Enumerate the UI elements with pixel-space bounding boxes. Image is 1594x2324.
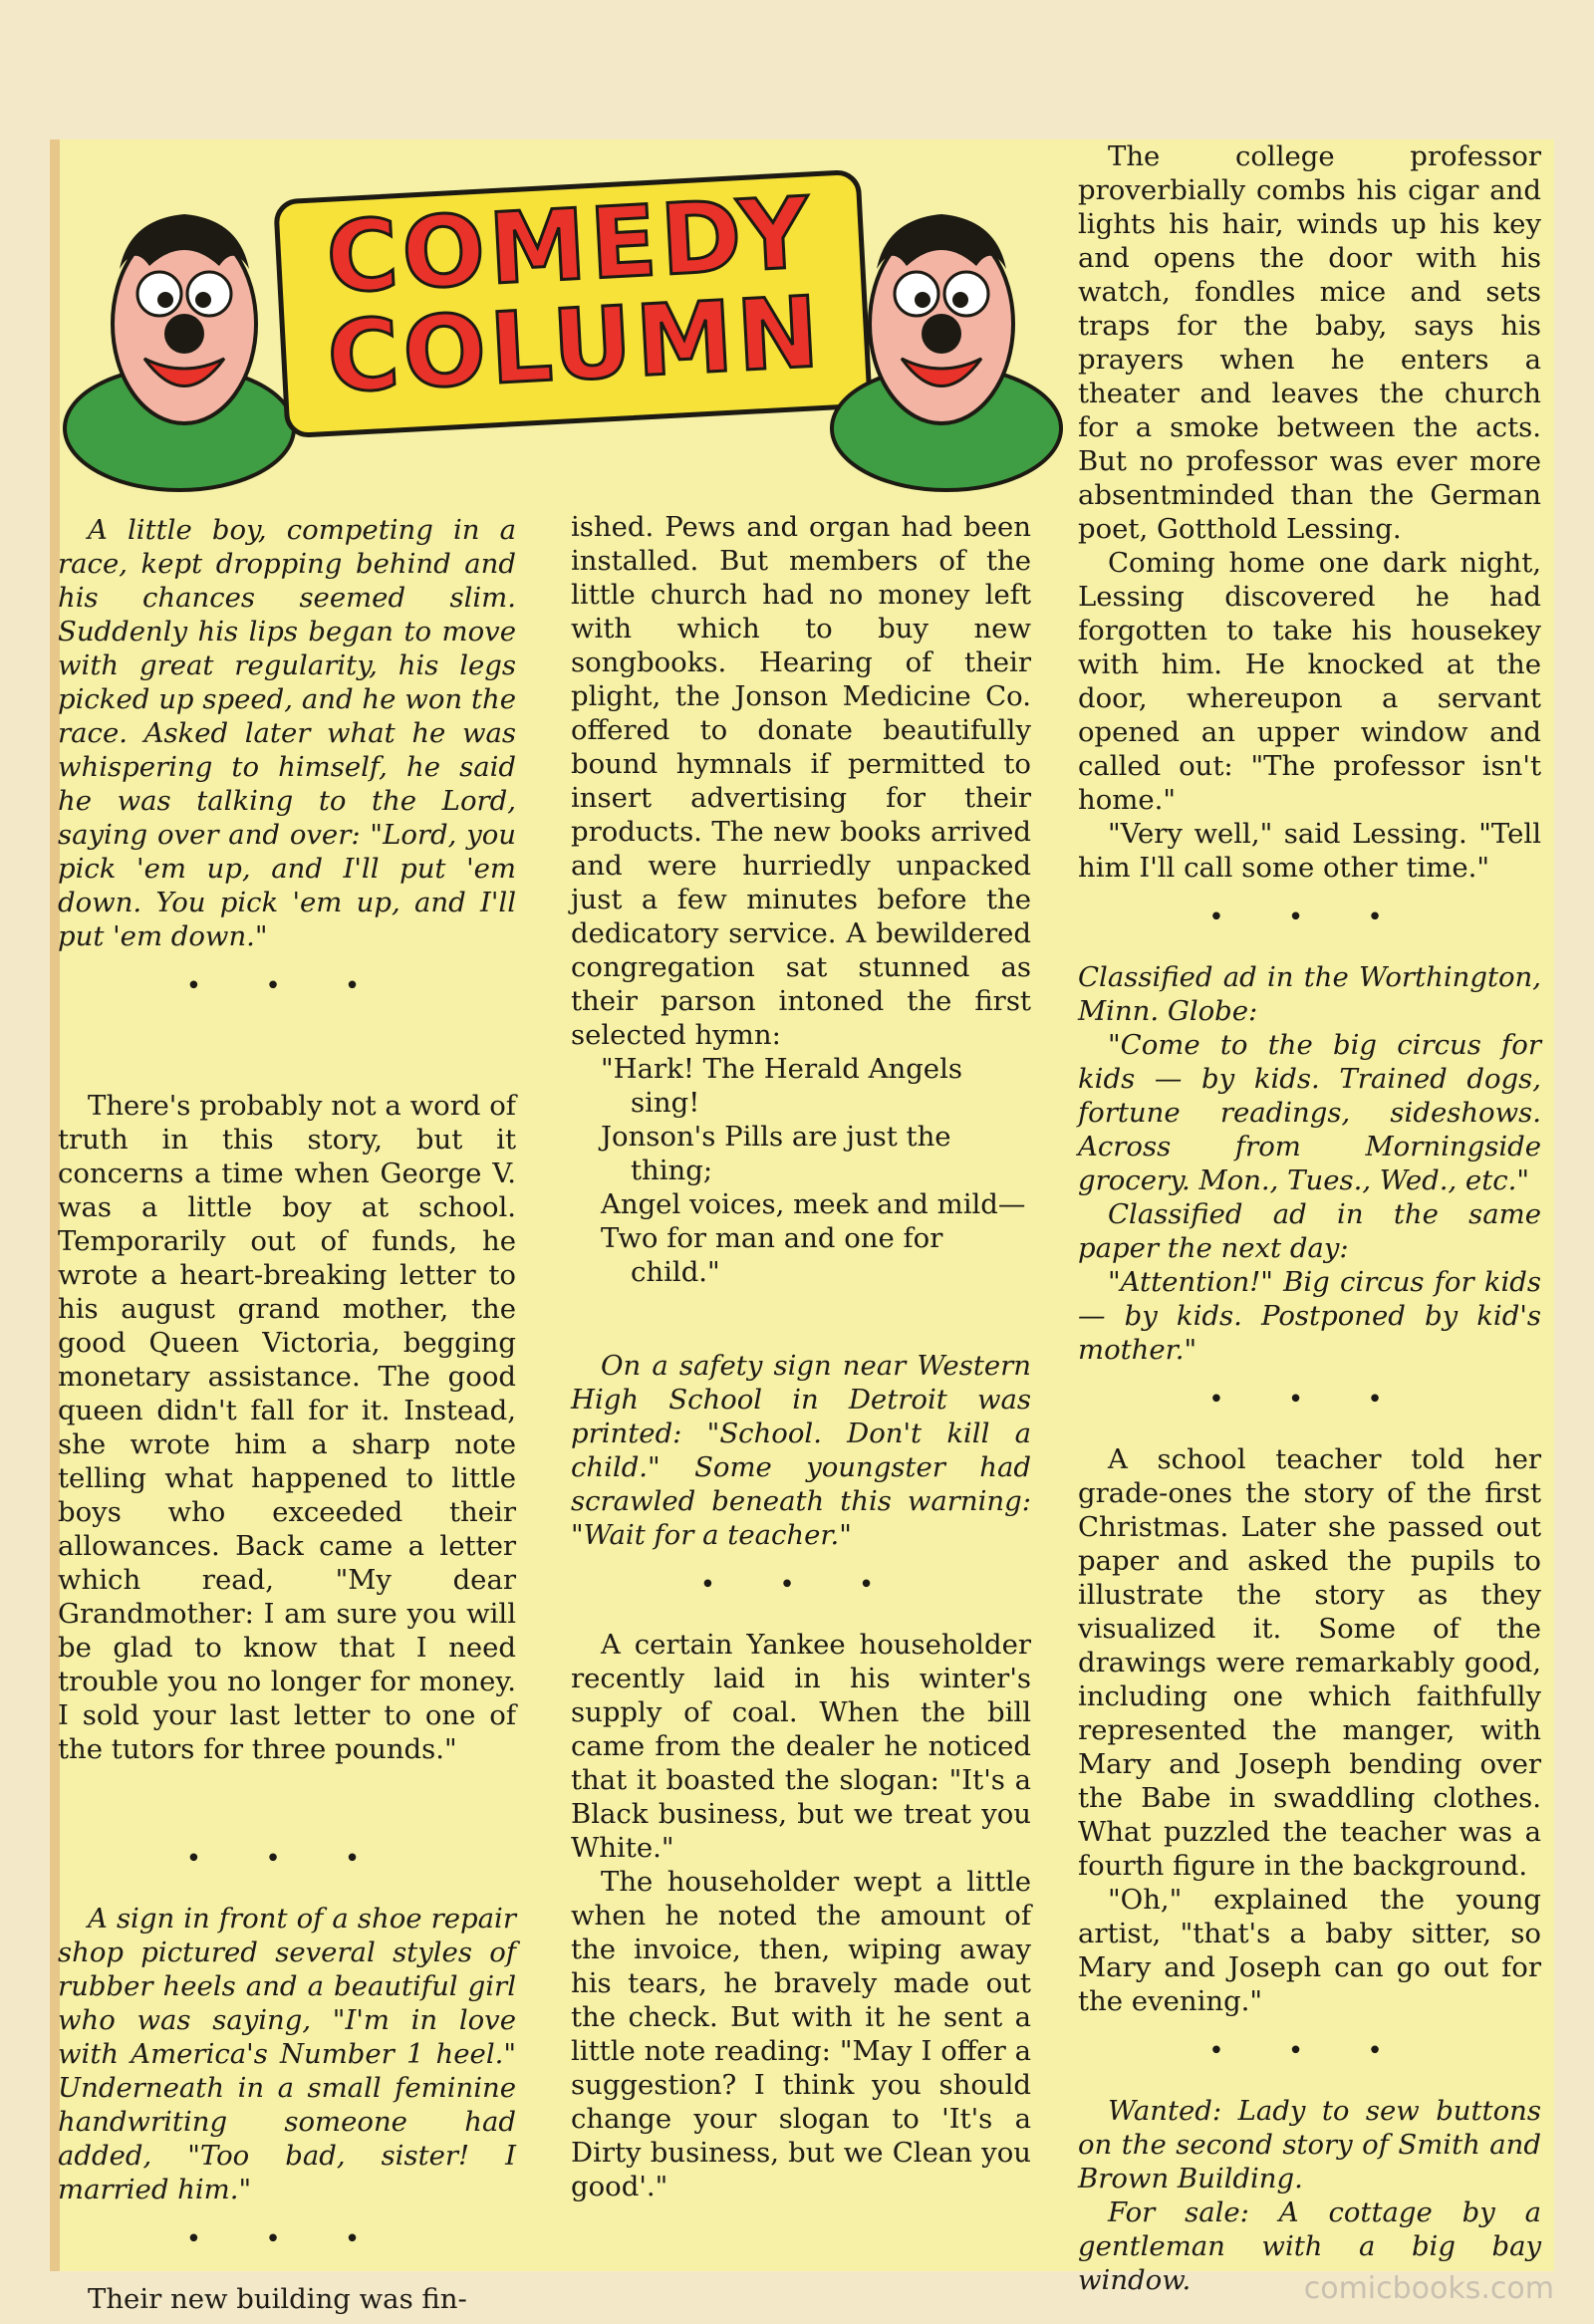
title-line-1: COMEDY — [323, 176, 817, 316]
clown-face-right-icon — [827, 174, 1066, 493]
separator-dots: • • • — [1208, 2036, 1411, 2066]
joke-school-teacher: A school teacher told her grade-ones the story of the first Christmas. Later she passed out paper and asked the pupils to illustrate the story as they visualized it. Some of the drawings were remarkably good, including one which faithfully represented the manger, with Mary and Joseph bending over the Babe in swaddling clothes. What puzzled the teacher was a fourth figure in the background. — [1078, 1443, 1541, 1882]
joke-church-cont: ished. Pews and organ had been installed. But members of the little church had no money left with which to buy new songbooks. Hearing of their plight, the Jonson Medicine Co. offered to donate beautifully bound hymnals if permitted to insert advertising for their products. The new books arrived and were hurriedly unpacked just a few minutes before the dedicatory service. A bewildered congregation sat stunned as their parson intoned the first selected hymn: — [571, 511, 1031, 1051]
hymn-line: "Hark! The Herald Angels sing! — [601, 1053, 962, 1119]
separator-dots: • • • — [185, 2224, 389, 2254]
joke-shoe-repair: A sign in front of a shoe repair shop pictured several styles of rubber heels and a beautiful girl who was saying, "I'm in love with America's Number 1 heel." Underneath in a small feminine handwriting someone had added, "Too bad, sister! I married him." — [58, 1903, 516, 2205]
joke-george-v: There's probably not a word of truth in this story, but it concerns a time when George V. was a little boy at school. Temporarily out of funds, he wrote a heart-breaking letter to his august grand mother, the good Queen Victoria, begging monetary assistance. The good queen didn't fall for it. Instead, she wrote him a sharp note telling what happened to little boys who exceeded their allowances. Back came a letter which read, "My dear Grandmother: I am sure you will be glad to know that I need trouble you no longer for money. I sold your last letter to one of the tutors for three pounds." — [58, 1090, 516, 1765]
classified-next-day: Classified ad in the same paper the next day: — [1078, 1198, 1541, 1264]
separator-dots: • • • — [1208, 903, 1411, 932]
title-line-2: COLUMN — [324, 276, 826, 415]
joke-yankee-note: The householder wept a little when he noted the amount of the invoice, then, wiping away his tears, he bravely made out the check. But with it he sent a little note reading: "May I offer a suggestion? I think you should change your slogan to 'It's a Dirty business, but we Clean you good'." — [571, 1866, 1031, 2202]
hymn-line: Two for man and one for child." — [601, 1222, 943, 1288]
joke-safety-sign: On a safety sign near Western High School in Detroit was printed: "School. Don't kill a child." Some youngster had scrawled beneath this warning: "Wait for a teacher." — [571, 1350, 1031, 1551]
joke-baby-sitter: "Oh," explained the young artist, "that's a baby sitter, so Mary and Joseph can go out for the evening." — [1078, 1884, 1541, 2017]
column-1 — [58, 513, 516, 2316]
joke-lessing: Coming home one dark night, Lessing discovered he had forgotten to take his housekey with him. He knocked at the door, whereupon a servant opened an upper window and called out: "The professor isn't home." — [1078, 547, 1541, 816]
clown-face-left-icon — [60, 174, 299, 493]
classified-intro: Classified ad in the Worthington, Minn. Globe: — [1078, 961, 1541, 1027]
separator-dots: • • • — [1208, 1385, 1411, 1415]
joke-race: A little boy, competing in a race, kept dropping behind and his chances seemed slim. Suddenly his lips began to move with great regularity, his legs picked up speed, and he won the race. Asked later what he was whispering to himself, he said he was talking to the Lord, saying over and over: "Lord, you pick 'em up, and I'll put 'em down. You pick 'em up, and I'll put 'em down." — [58, 514, 516, 952]
comedy-column-header — [60, 154, 1056, 513]
classified-circus: "Come to the big circus for kids — by kids. Trained dogs, fortune readings, sideshows. Across from Morningside grocery. Mon., Tues., Wed., etc." — [1078, 1029, 1541, 1196]
column-2 — [571, 510, 1031, 2203]
column-3 — [1078, 139, 1541, 2297]
classified-postponed: "Attention!" Big circus for kids — by kids. Postponed by kid's mother." — [1078, 1266, 1541, 1366]
ad-wanted: Wanted: Lady to sew buttons on the second story of Smith and Brown Building. — [1078, 2095, 1541, 2195]
hymn-line: Angel voices, meek and mild— — [601, 1188, 1026, 1220]
joke-yankee-coal: A certain Yankee householder recently laid in his winter's supply of coal. When the bill came from the dealer he noticed that it boasted the slogan: "It's a Black business, but we treat you White." — [571, 1629, 1031, 1864]
watermark: comicbooks.com — [1303, 2271, 1554, 2306]
separator-dots: • • • — [185, 971, 389, 1001]
hymn-lines — [571, 1052, 1031, 1289]
joke-professor: The college professor proverbially combs his cigar and lights his hair, winds up his key and opens the door with his watch, fondles mice and sets traps for the baby, says his prayers when he enters a theater and leaves the church for a smoke between the acts. But no professor was ever more absentminded than the German poet, Gotthold Lessing. — [1078, 140, 1541, 545]
title-banner — [273, 169, 873, 439]
hymn-line: Jonson's Pills are just the thing; — [601, 1121, 951, 1186]
joke-church-start: Their new building was fin- — [88, 2283, 467, 2315]
joke-lessing-reply: "Very well," said Lessing. "Tell him I'll call some other time." — [1078, 818, 1541, 884]
separator-dots: • • • — [185, 1844, 389, 1874]
separator-dots: • • • — [699, 1570, 903, 1600]
ad-for-sale: For sale: A cottage by a gentleman with a big bay window. — [1078, 2196, 1541, 2296]
